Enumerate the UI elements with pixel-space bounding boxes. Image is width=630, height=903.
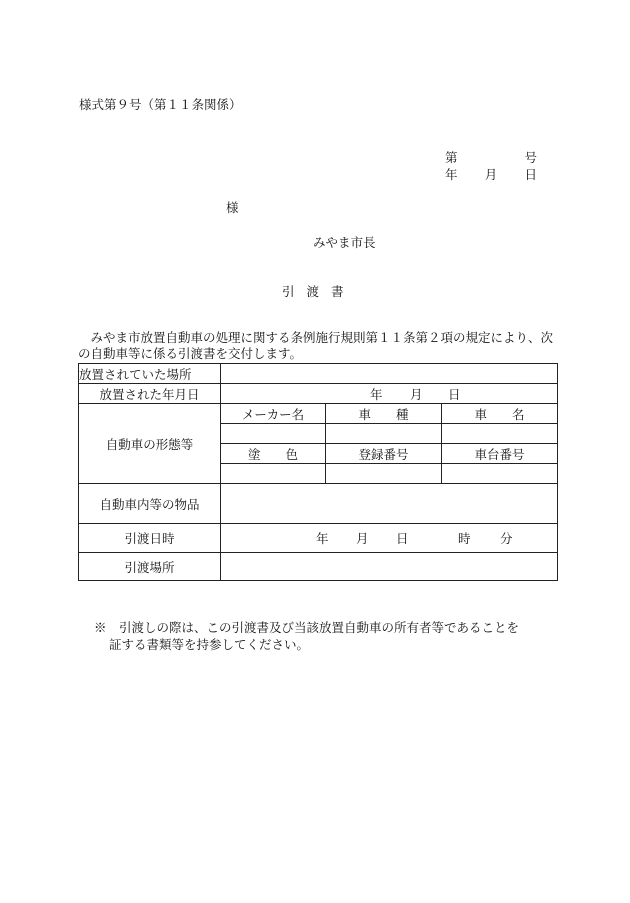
row-contents xyxy=(79,484,558,524)
regno-header: 登録番号 xyxy=(326,444,442,464)
number-prefix: 第 xyxy=(445,150,458,165)
row-place xyxy=(79,364,558,384)
notice-mark: ※ xyxy=(94,620,107,635)
row-vehicle-head1 xyxy=(79,404,558,424)
handover-place-value xyxy=(221,553,558,581)
handover-day: 日 xyxy=(396,531,409,546)
abandon-year: 年 xyxy=(370,386,383,402)
issuer-name: みやま市長 xyxy=(313,235,376,250)
abandon-date-value xyxy=(221,384,558,404)
notice-line2: 証する書類等を持参してください。 xyxy=(109,637,310,652)
type-header: 車 種 xyxy=(326,404,442,424)
handover-minute: 分 xyxy=(500,531,513,546)
handover-year: 年 xyxy=(316,531,329,546)
number-suffix: 号 xyxy=(524,150,537,165)
contents-value xyxy=(221,484,558,524)
row-handover-place xyxy=(79,553,558,581)
paint-value xyxy=(221,464,326,484)
handover-table xyxy=(78,363,558,581)
contents-label: 自動車内等の物品 xyxy=(79,484,221,524)
chassis-header: 車台番号 xyxy=(442,444,558,464)
handover-datetime-value xyxy=(221,524,558,553)
date-month: 月 xyxy=(484,167,498,182)
notice xyxy=(94,619,564,653)
abandon-date-label: 放置された年月日 xyxy=(79,384,221,404)
vehicle-form-label: 自動車の形態等 xyxy=(79,404,221,484)
handover-datetime-label: 引渡日時 xyxy=(79,524,221,553)
handover-month: 月 xyxy=(356,531,369,546)
date-year: 年 xyxy=(445,167,458,182)
paint-header: 塗 色 xyxy=(221,444,326,464)
type-value xyxy=(326,424,442,444)
carname-header: 車 名 xyxy=(442,404,558,424)
intro-paragraph: みやま市放置自動車の処理に関する条例施行規則第１１条第２項の規定により、次の自動車等に係る引渡書を交付します。 xyxy=(78,330,554,361)
notice-line1: 引渡しの際は、この引渡書及び当該放置自動車の所有者等であることを xyxy=(119,620,520,635)
document-title: 引渡書 xyxy=(282,284,356,299)
regno-value xyxy=(326,464,442,484)
handover-place-label: 引渡場所 xyxy=(79,553,221,581)
handover-hour: 時 xyxy=(458,531,471,546)
place-label: 放置されていた場所 xyxy=(79,364,221,384)
document-number xyxy=(445,148,537,166)
carname-value xyxy=(442,424,558,444)
row-date xyxy=(79,384,558,404)
maker-header: メーカー名 xyxy=(221,404,326,424)
abandon-month: 月 xyxy=(410,386,423,402)
abandon-day: 日 xyxy=(448,386,461,402)
maker-value xyxy=(221,424,326,444)
place-value xyxy=(221,364,558,384)
date-day: 日 xyxy=(524,167,537,182)
document-date xyxy=(445,165,537,183)
recipient-suffix: 様 xyxy=(226,200,239,215)
form-number-label: 様式第９号（第１１条関係） xyxy=(79,97,242,112)
chassis-value xyxy=(442,464,558,484)
row-handover-datetime xyxy=(79,524,558,553)
